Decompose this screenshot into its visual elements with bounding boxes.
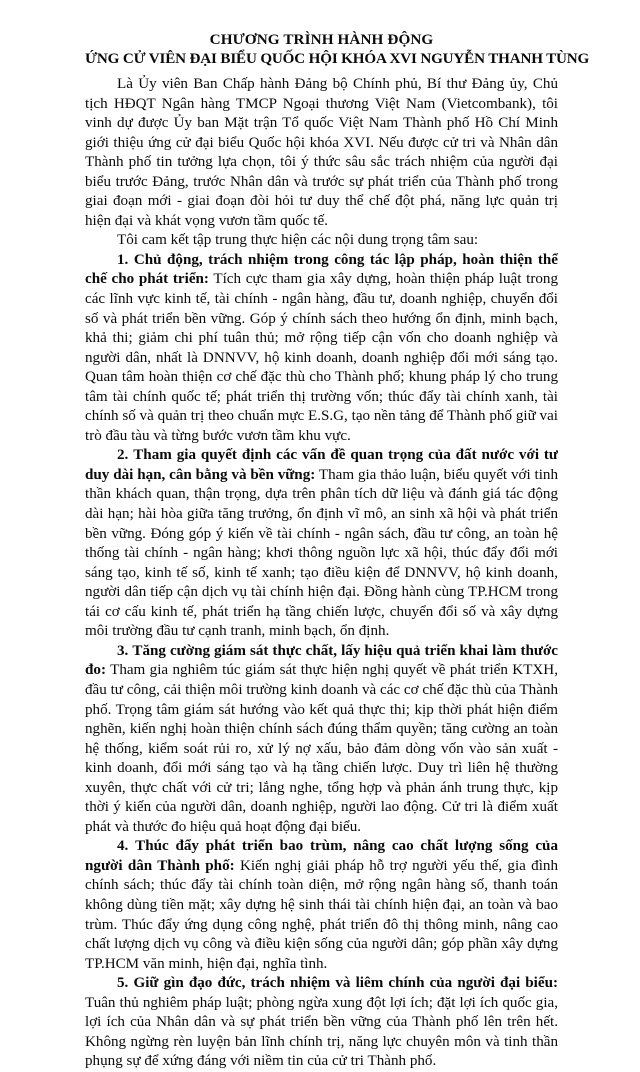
section-body-1: Tích cực tham gia xây dựng, hoàn thiện pháp luật trong các lĩnh vực kinh tế, tài chính - ngân hàng, đầu tư, doanh nghiệp, chuyển đổi số và phát triển bền vững. Góp ý chính sách theo hướng ổn định, minh bạch, khả thi; giảm chi phí tuân thủ; mở rộng tiếp cận vốn cho doanh nghiệp và người dân, nhất là DNNVV, hộ kinh doanh, doanh nghiệp đổi mới sáng tạo. Quan tâm hoàn thiện cơ chế đặc thù cho Thành phố; khung pháp lý cho trung tâm tài chính quốc tế; phát triển thị trường vốn; thúc đẩy tài chính xanh, tài chính số và quản trị theo chuẩn mực E.S.G, tạo nền tảng để Thành phố giữ vai trò đầu tàu và từng bước vươn tầm khu vực. — [85, 271, 558, 444]
section-paragraph-3 — [85, 642, 558, 837]
section-body-4: Kiến nghị giải pháp hỗ trợ người yếu thế, gia đình chính sách; thúc đẩy tài chính toàn diện, mở rộng ngân hàng số, thanh toán không dùng tiền mặt; xây dựng hệ sinh thái tài chính hiện đại, an toàn và bao trùm. Thúc đẩy ứng dụng công nghệ, phát triển đô thị thông minh, nâng cao chất lượng dịch vụ công và điều kiện sống của người dân; góp phần xây dựng TP.HCM văn minh, hiện đại, nghĩa tình. — [85, 857, 558, 972]
section-number-3: 3. — [117, 642, 129, 659]
section-paragraph-5 — [85, 974, 558, 1072]
commitment-lead-text: Tôi cam kết tập trung thực hiện các nội dung trọng tâm sau: — [117, 232, 479, 249]
section-body-5: Tuân thủ nghiêm pháp luật; phòng ngừa xung đột lợi ích; đặt lợi ích quốc gia, lợi ích của Nhân dân và sự phát triển bền vững của Thành phố lên trên hết. Không ngừng rèn luyện bản lĩnh chính trị, năng lực chuyên môn và tinh thần phụng sự để xứng đáng với niềm tin của cử tri Thành phố. — [85, 994, 558, 1070]
section-number-4: 4. — [117, 838, 129, 855]
section-number-5: 5. — [117, 975, 129, 992]
section-body-2: Tham gia thảo luận, biểu quyết với tinh thần khách quan, thận trọng, dựa trên phân tích dữ liệu và đánh giá tác động dài hạn; hài hòa giữa tăng trưởng, ổn định vĩ mô, an sinh xã hội và phát triển bền vững. Đóng góp ý kiến về tài chính - ngân sách, đầu tư công, an toàn hệ thống tài chính - ngân hàng; khơi thông nguồn lực xã hội, thúc đẩy đổi mới sáng tạo, kinh tế số, kinh tế xanh; tạo điều kiện để DNNVV, hộ kinh doanh, người dân tiếp cận dịch vụ tài chính hiện đại. Đồng hành cùng TP.HCM trong tái cơ cấu kinh tế, phát triển hạ tầng chiến lược, chuyển đổi số và xây dựng môi trường đầu tư cạnh tranh, minh bạch, ổn định. — [85, 466, 559, 640]
section-paragraph-2 — [85, 446, 558, 641]
section-body-3: Tham gia nghiêm túc giám sát thực hiện nghị quyết về phát triển KTXH, đầu tư công, cải thiện môi trường kinh doanh và các cơ chế đặc thù của Thành phố. Trọng tâm giám sát hướng vào kết quả thực thi; kịp thời phát hiện điểm nghẽn, kiến nghị hoàn thiện chính sách đúng thẩm quyền; tăng cường an toàn hệ thống, kiểm soát rủi ro, xử lý nợ xấu, bảo đảm dòng vốn vào sản xuất - kinh doanh, đổi mới sáng tạo và hạ tầng chiến lược. Duy trì liên hệ thường xuyên, thực chất với cử tri; lắng nghe, tổng hợp và phản ánh trung thực, kịp thời ý kiến của người dân, doanh nghiệp, người lao động. Cử tri là điểm xuất phát và thước đo hiệu quả hoạt động đại biểu. — [85, 662, 558, 835]
intro-paragraph-text: Là Ủy viên Ban Chấp hành Đảng bộ Chính phủ, Bí thư Đảng ủy, Chủ tịch HĐQT Ngân hàng TMCP Ngoại thương Việt Nam (Vietcombank), tôi vinh dự được Ủy ban Mặt trận Tổ quốc Việt Nam Thành phố Hồ Chí Minh giới thiệu ứng cử đại biểu Quốc hội khóa XVI. Nếu được cử tri và Nhân dân Thành phố tin tưởng lựa chọn, tôi ý thức sâu sắc trách nhiệm của người đại biểu trước Đảng, trước Nhân dân và trước sự phát triển của Thành phố trong giai đoạn mới - giai đoạn đòi hỏi tư duy thể chế đột phá, năng lực quản trị hiện đại và khát vọng vươn tầm quốc tế. — [85, 76, 558, 229]
section-paragraph-1 — [85, 251, 558, 446]
commitment-lead-paragraph — [85, 231, 558, 251]
document-title-line-1: CHƯƠNG TRÌNH HÀNH ĐỘNG — [209, 31, 434, 48]
document-body — [85, 75, 558, 1072]
section-heading-3: Tăng cường giám sát thực chất, lấy hiệu quả triển khai làm thước đo: — [85, 642, 559, 679]
section-number-1: 1. — [117, 251, 129, 268]
section-heading-5: Giữ gìn đạo đức, trách nhiệm và liêm chính của người đại biểu: — [133, 975, 558, 992]
section-heading-4: Thúc đẩy phát triển bao trùm, nâng cao chất lượng sống của người dân Thành phố: — [85, 838, 559, 874]
section-paragraph-4 — [85, 837, 558, 974]
section-number-2: 2. — [117, 447, 129, 464]
intro-paragraph — [85, 75, 558, 231]
document-title — [85, 30, 590, 69]
document-title-line-2: ỨNG CỬ VIÊN ĐẠI BIỂU QUỐC HỘI KHÓA XVI NGUYỄN THANH TÙNG — [85, 50, 590, 67]
section-heading-1: Chủ động, trách nhiệm trong công tác lập pháp, hoàn thiện thể chế cho phát triển: — [85, 251, 558, 288]
section-heading-2: Tham gia quyết định các vấn đề quan trọng của đất nước với tư duy dài hạn, cân bằng và bền vững: — [85, 447, 558, 483]
